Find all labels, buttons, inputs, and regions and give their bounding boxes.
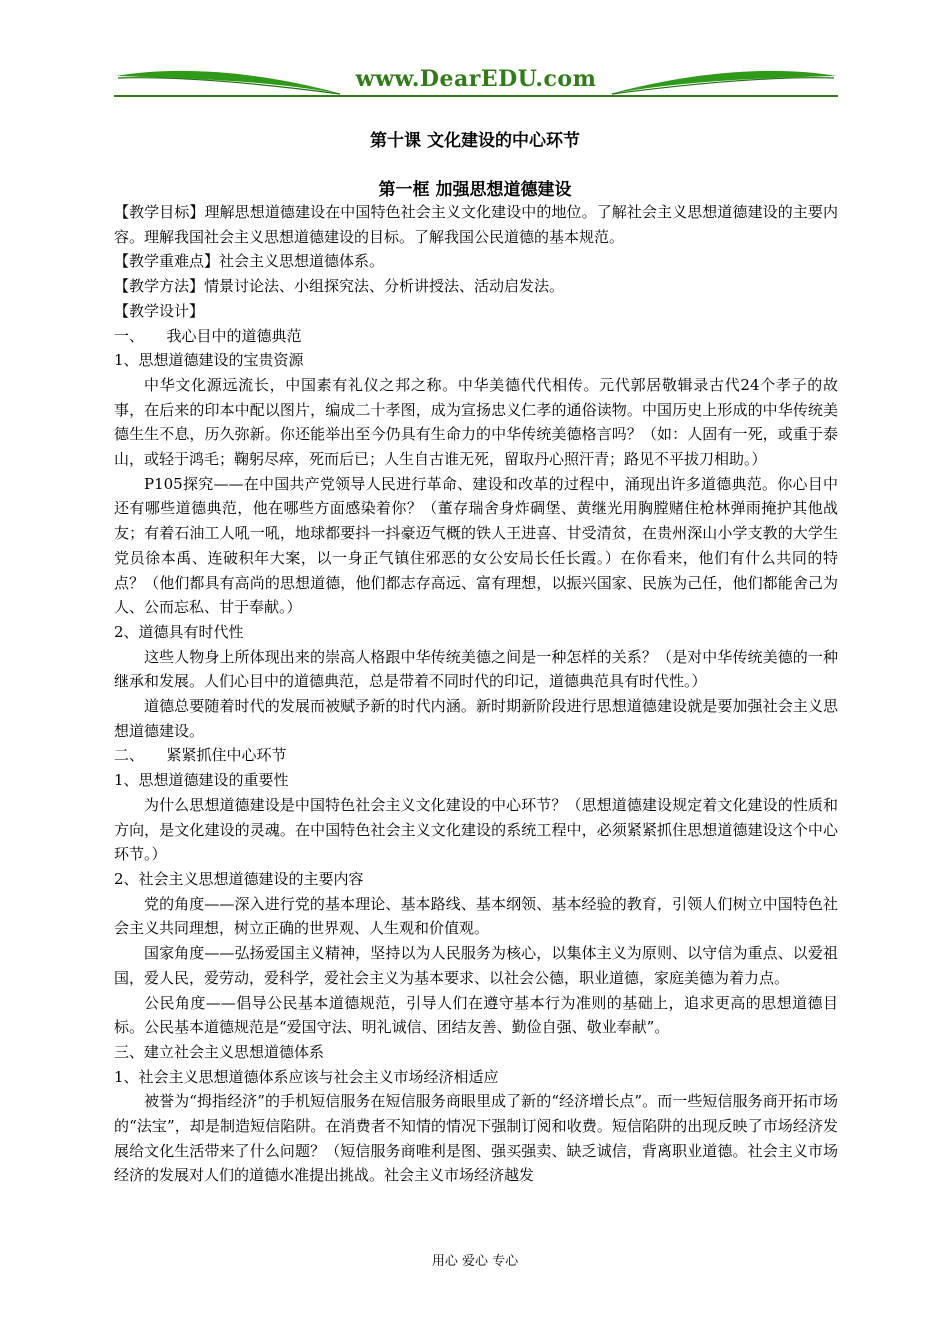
header-logo-banner bbox=[114, 60, 838, 100]
paragraph: 国家角度——弘扬爱国主义精神，坚持以为人民服务为核心，以集体主义为原则、以守信为重点、以爱祖国，爱人民，爱劳动，爱科学，爱社会主义为基本要求、以社会公德，职业道德，家庭美德为着力点。 bbox=[114, 944, 838, 987]
site-logo-text: www.DearEDU.com bbox=[355, 66, 597, 92]
paragraph: 被誉为“拇指经济”的手机短信服务在短信服务商眼里成了新的“经济增长点”。而一些短信服务商开拓市场的“法宝”，却是制造短信陷阱。在消费者不知情的情况下强制订阅和收费。短信陷阱的出现反映了市场经济发展给文化生活带来了什么问题？（短信服务商唯利是图、强买强卖、缺乏诚信，背离职业道德。社会主义市场经济的发展对人们的道德水准提出挑战。社会主义市场经济越发 bbox=[114, 1092, 838, 1185]
paragraph: 中华文化源远流长，中国素有礼仪之邦之称。中华美德代代相传。元代郭居敬辑录古代24个孝子的故事，在后来的印本中配以图片，编成二十孝图，成为宣扬忠义仁孝的通俗读物。中国历史上形成的中华传统美德生生不息，历久弥新。你还能举出至今仍具有生命力的中华传统美德格言吗？（如：人固有一死，或重于泰山，或轻于鸿毛；鞠躬尽瘁，死而后已；人生自古谁无死，留取丹心照汗青；路见不平拔刀相助。） bbox=[114, 375, 838, 469]
section-title: 第一框 加强思想道德建设 bbox=[378, 180, 572, 200]
paragraph: 道德总要随着时代的发展而被赋予新的时代内涵。新时期新阶段进行思想道德建设就是要加强社会主义思想道德建设。 bbox=[114, 697, 838, 740]
section-heading: 一、 我心目中的道德典范 bbox=[114, 326, 302, 345]
subsection-heading: 1、思想道德建设的重要性 bbox=[114, 771, 289, 790]
page-footer: 用心 爱心 专心 bbox=[431, 1254, 519, 1269]
header-rule bbox=[114, 95, 838, 97]
paragraph: 【教学设计】 bbox=[114, 301, 205, 320]
paragraph: 【教学目标】理解思想道德建设在中国特色社会主义文化建设中的地位。了解社会主义思想道德建设的主要内容。理解我国社会主义思想道德建设的目标。了解我国公民道德的基本规范。 bbox=[114, 203, 838, 246]
subsection-heading: 2、社会主义思想道德建设的主要内容 bbox=[114, 869, 364, 888]
lesson-title: 第十课 文化建设的中心环节 bbox=[370, 131, 580, 151]
section-heading: 二、 紧紧抓住中心环节 bbox=[114, 746, 287, 765]
subsection-heading: 1、思想道德建设的宝贵资源 bbox=[114, 351, 304, 370]
paragraph: P105探究——在中国共产党领导人民进行革命、建设和改革的过程中，涌现出许多道德典范。你心目中还有哪些道德典范，他在哪些方面感染着你？（董存瑞舍身炸碉堡、黄继光用胸膛赌住枪林弹雨掩护其他战友；有着石油工人吼一吼，地球都要抖一抖豪迈气概的铁人王进喜、甘受清贫，在贵州深山小学支教的大学生党员徐本禹、连破积年大案，以一身正气镇住邪恶的女公安局长任长霞。）在你看来，他们有什么共同的特点？（他们都具有高尚的思想道德，他们都志存高远、富有理想，以振兴国家、民族为己任，他们都能舍己为人、公而忘私、甘于奉献。） bbox=[114, 474, 838, 617]
paragraph: 【教学方法】情景讨论法、小组探究法、分析讲授法、活动启发法。 bbox=[114, 277, 565, 296]
paragraph: 为什么思想道德建设是中国特色社会主义文化建设的中心环节？（思想道德建设规定着文化建设的性质和方向，是文化建设的灵魂。在中国特色社会主义文化建设的系统工程中，必须紧紧抓住思想道德建设这个中心环节。） bbox=[114, 795, 838, 864]
section-heading: 三、建立社会主义思想道德体系 bbox=[114, 1042, 325, 1061]
paragraph: 公民角度——倡导公民基本道德规范，引导人们在遵守基本行为准则的基础上，追求更高的思想道德目标。公民基本道德规范是“爱国守法、明礼诚信、团结友善、勤俭自强、敬业奉献”。 bbox=[114, 993, 838, 1037]
subsection-heading: 2、道德具有时代性 bbox=[114, 622, 244, 641]
paragraph: 【教学重难点】社会主义思想道德体系。 bbox=[114, 252, 385, 271]
document-body bbox=[114, 200, 838, 1188]
subsection-heading: 1、社会主义思想道德体系应该与社会主义市场经济相适应 bbox=[114, 1067, 499, 1086]
paragraph: 党的角度——深入进行党的基本理论、基本路线、基本纲领、基本经验的教育，引领人们树立中国特色社会主义共同理想，树立正确的世界观、人生观和价值观。 bbox=[114, 894, 838, 938]
paragraph: 这些人物身上所体现出来的崇高人格跟中华传统美德之间是一种怎样的关系？（是对中华传统美德的一种继承和发展。人们心目中的道德典范，总是带着不同时代的印记，道德典范具有时代性。） bbox=[114, 647, 838, 691]
